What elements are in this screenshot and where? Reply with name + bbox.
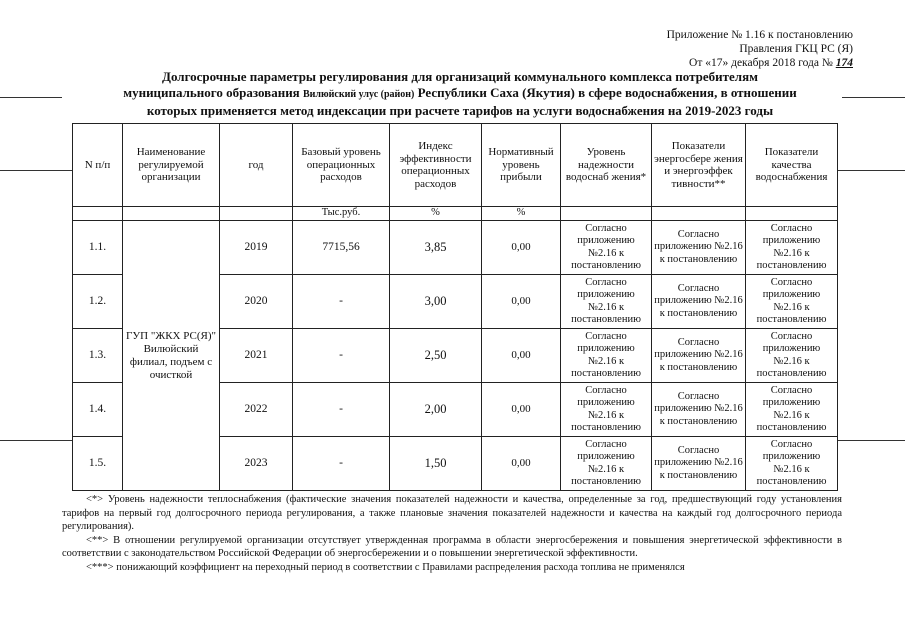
scan-line-bottom-left [0, 440, 72, 441]
row-year: 2019 [220, 221, 293, 275]
row-year: 2020 [220, 275, 293, 329]
row-efficiency: 3,00 [390, 275, 482, 329]
row-reliability: Согласно приложению №2.16 к постановлению [561, 383, 652, 437]
row-num: 1.4. [73, 383, 123, 437]
header-energy-efficiency: Показатели энергосбере жения и энергоэффек тивности** [652, 124, 746, 207]
row-quality: Согласно приложению №2.16 к постановлению [746, 383, 838, 437]
row-reliability: Согласно приложению №2.16 к постановлению [561, 437, 652, 491]
header-organization: Наименование регулируемой организации [123, 124, 220, 207]
row-energy: Согласно приложению №2.16 к постановлению [652, 275, 746, 329]
footnote-coefficient: <***> понижающий коэффициент на переходный период в соответствии с Правилами распределения расхода топлива не применялся [86, 561, 685, 573]
title-region: Республики Саха (Якутия) в сфере водоснабжения, в отношении [417, 85, 797, 100]
row-efficiency: 2,50 [390, 329, 482, 383]
header-reliability: Уровень надежности водоснаб жения* [561, 124, 652, 207]
row-base-costs: - [293, 383, 390, 437]
title-line-2 [60, 85, 860, 103]
units-efficiency: % [390, 207, 482, 221]
row-reliability: Согласно приложению №2.16 к постановлению [561, 275, 652, 329]
row-energy: Согласно приложению №2.16 к постановлению [652, 383, 746, 437]
header-date: От «17» декабря 2018 года № [689, 57, 833, 69]
title-line-1: Долгосрочные параметры регулирования для организаций коммунального комплекса потребителям [162, 69, 758, 84]
row-energy: Согласно приложению №2.16 к постановлению [652, 221, 746, 275]
row-quality: Согласно приложению №2.16 к постановлению [746, 437, 838, 491]
row-energy: Согласно приложению №2.16 к постановлению [652, 437, 746, 491]
scan-line-left [0, 97, 62, 98]
header-line-2: Правления ГКЦ РС (Я) [739, 43, 853, 55]
row-profit: 0,00 [482, 329, 561, 383]
title-line-3: которых применяется метод индексации при расчете тарифов на услуги водоснабжения на 2019-2023 годы [146, 103, 774, 118]
row-year: 2021 [220, 329, 293, 383]
header-year: год [220, 124, 293, 207]
units-cell-empty [73, 207, 123, 221]
header-num: N п/п [73, 124, 123, 207]
scan-line-bottom-right [837, 440, 905, 441]
units-cell-empty [652, 207, 746, 221]
units-base-costs: Тыс.руб. [293, 207, 390, 221]
row-reliability: Согласно приложению №2.16 к постановлению [561, 329, 652, 383]
document-header [667, 28, 853, 70]
row-num: 1.1. [73, 221, 123, 275]
row-profit: 0,00 [482, 383, 561, 437]
header-quality: Показатели качества водоснабжения [746, 124, 838, 207]
row-year: 2022 [220, 383, 293, 437]
row-profit: 0,00 [482, 275, 561, 329]
row-quality: Согласно приложению №2.16 к постановлению [746, 221, 838, 275]
row-reliability: Согласно приложению №2.16 к постановлению [561, 221, 652, 275]
row-profit: 0,00 [482, 437, 561, 491]
units-profit: % [482, 207, 561, 221]
row-energy: Согласно приложению №2.16 к постановлению [652, 329, 746, 383]
row-num: 1.5. [73, 437, 123, 491]
row-quality: Согласно приложению №2.16 к постановлению [746, 329, 838, 383]
header-line-1: Приложение № 1.16 к постановлению [666, 29, 853, 41]
parameters-table [72, 123, 838, 491]
units-cell-empty [220, 207, 293, 221]
row-profit: 0,00 [482, 221, 561, 275]
table-units-row [73, 207, 838, 221]
document-number: 174 [835, 57, 853, 69]
row-base-costs: - [293, 329, 390, 383]
scan-line-table-left [0, 170, 72, 171]
header-profit-level: Нормативный уровень прибыли [482, 124, 561, 207]
header-line-3 [667, 56, 853, 70]
title-municipality-label: муниципального образования [123, 85, 300, 100]
footnotes [62, 493, 842, 574]
header-efficiency-index: Индекс эффективности операционных расходов [390, 124, 482, 207]
units-cell-empty [561, 207, 652, 221]
row-quality: Согласно приложению №2.16 к постановлению [746, 275, 838, 329]
row-efficiency: 2,00 [390, 383, 482, 437]
row-num: 1.2. [73, 275, 123, 329]
table-row [73, 221, 838, 275]
title-district: Вилюйский улус (район) [302, 89, 415, 100]
row-efficiency: 1,50 [390, 437, 482, 491]
units-cell-empty [123, 207, 220, 221]
row-year: 2023 [220, 437, 293, 491]
footnote-energy: <**> В отношении регулируемой организации отсутствует утвержденная программа в области энергосбережения и повышения энергетической эффективности в соответствии с законодательством Российской Федерации об энергосбережении и о повышении энергетической эффективности. [62, 534, 842, 559]
organization-name: ГУП "ЖКХ РС(Я)" Вилюйский филиал, подъем с очисткой [123, 221, 220, 491]
units-cell-empty [746, 207, 838, 221]
table-header-row [73, 124, 838, 207]
row-base-costs: - [293, 275, 390, 329]
header-base-costs: Базовый уровень операционных расходов [293, 124, 390, 207]
row-base-costs: - [293, 437, 390, 491]
row-num: 1.3. [73, 329, 123, 383]
document-title [60, 69, 860, 119]
row-base-costs: 7715,56 [293, 221, 390, 275]
footnote-reliability: <*> Уровень надежности теплоснабжения (фактические значения показателей надежности и качества, определенные за год, предшествующий году установления тарифов на первый год долгосрочного периода регулирования, а также плановые значения показателей надежности и качества на каждый год долгосрочного периода регулирования). [62, 494, 842, 532]
row-efficiency: 3,85 [390, 221, 482, 275]
scan-line-table-right [837, 170, 905, 171]
